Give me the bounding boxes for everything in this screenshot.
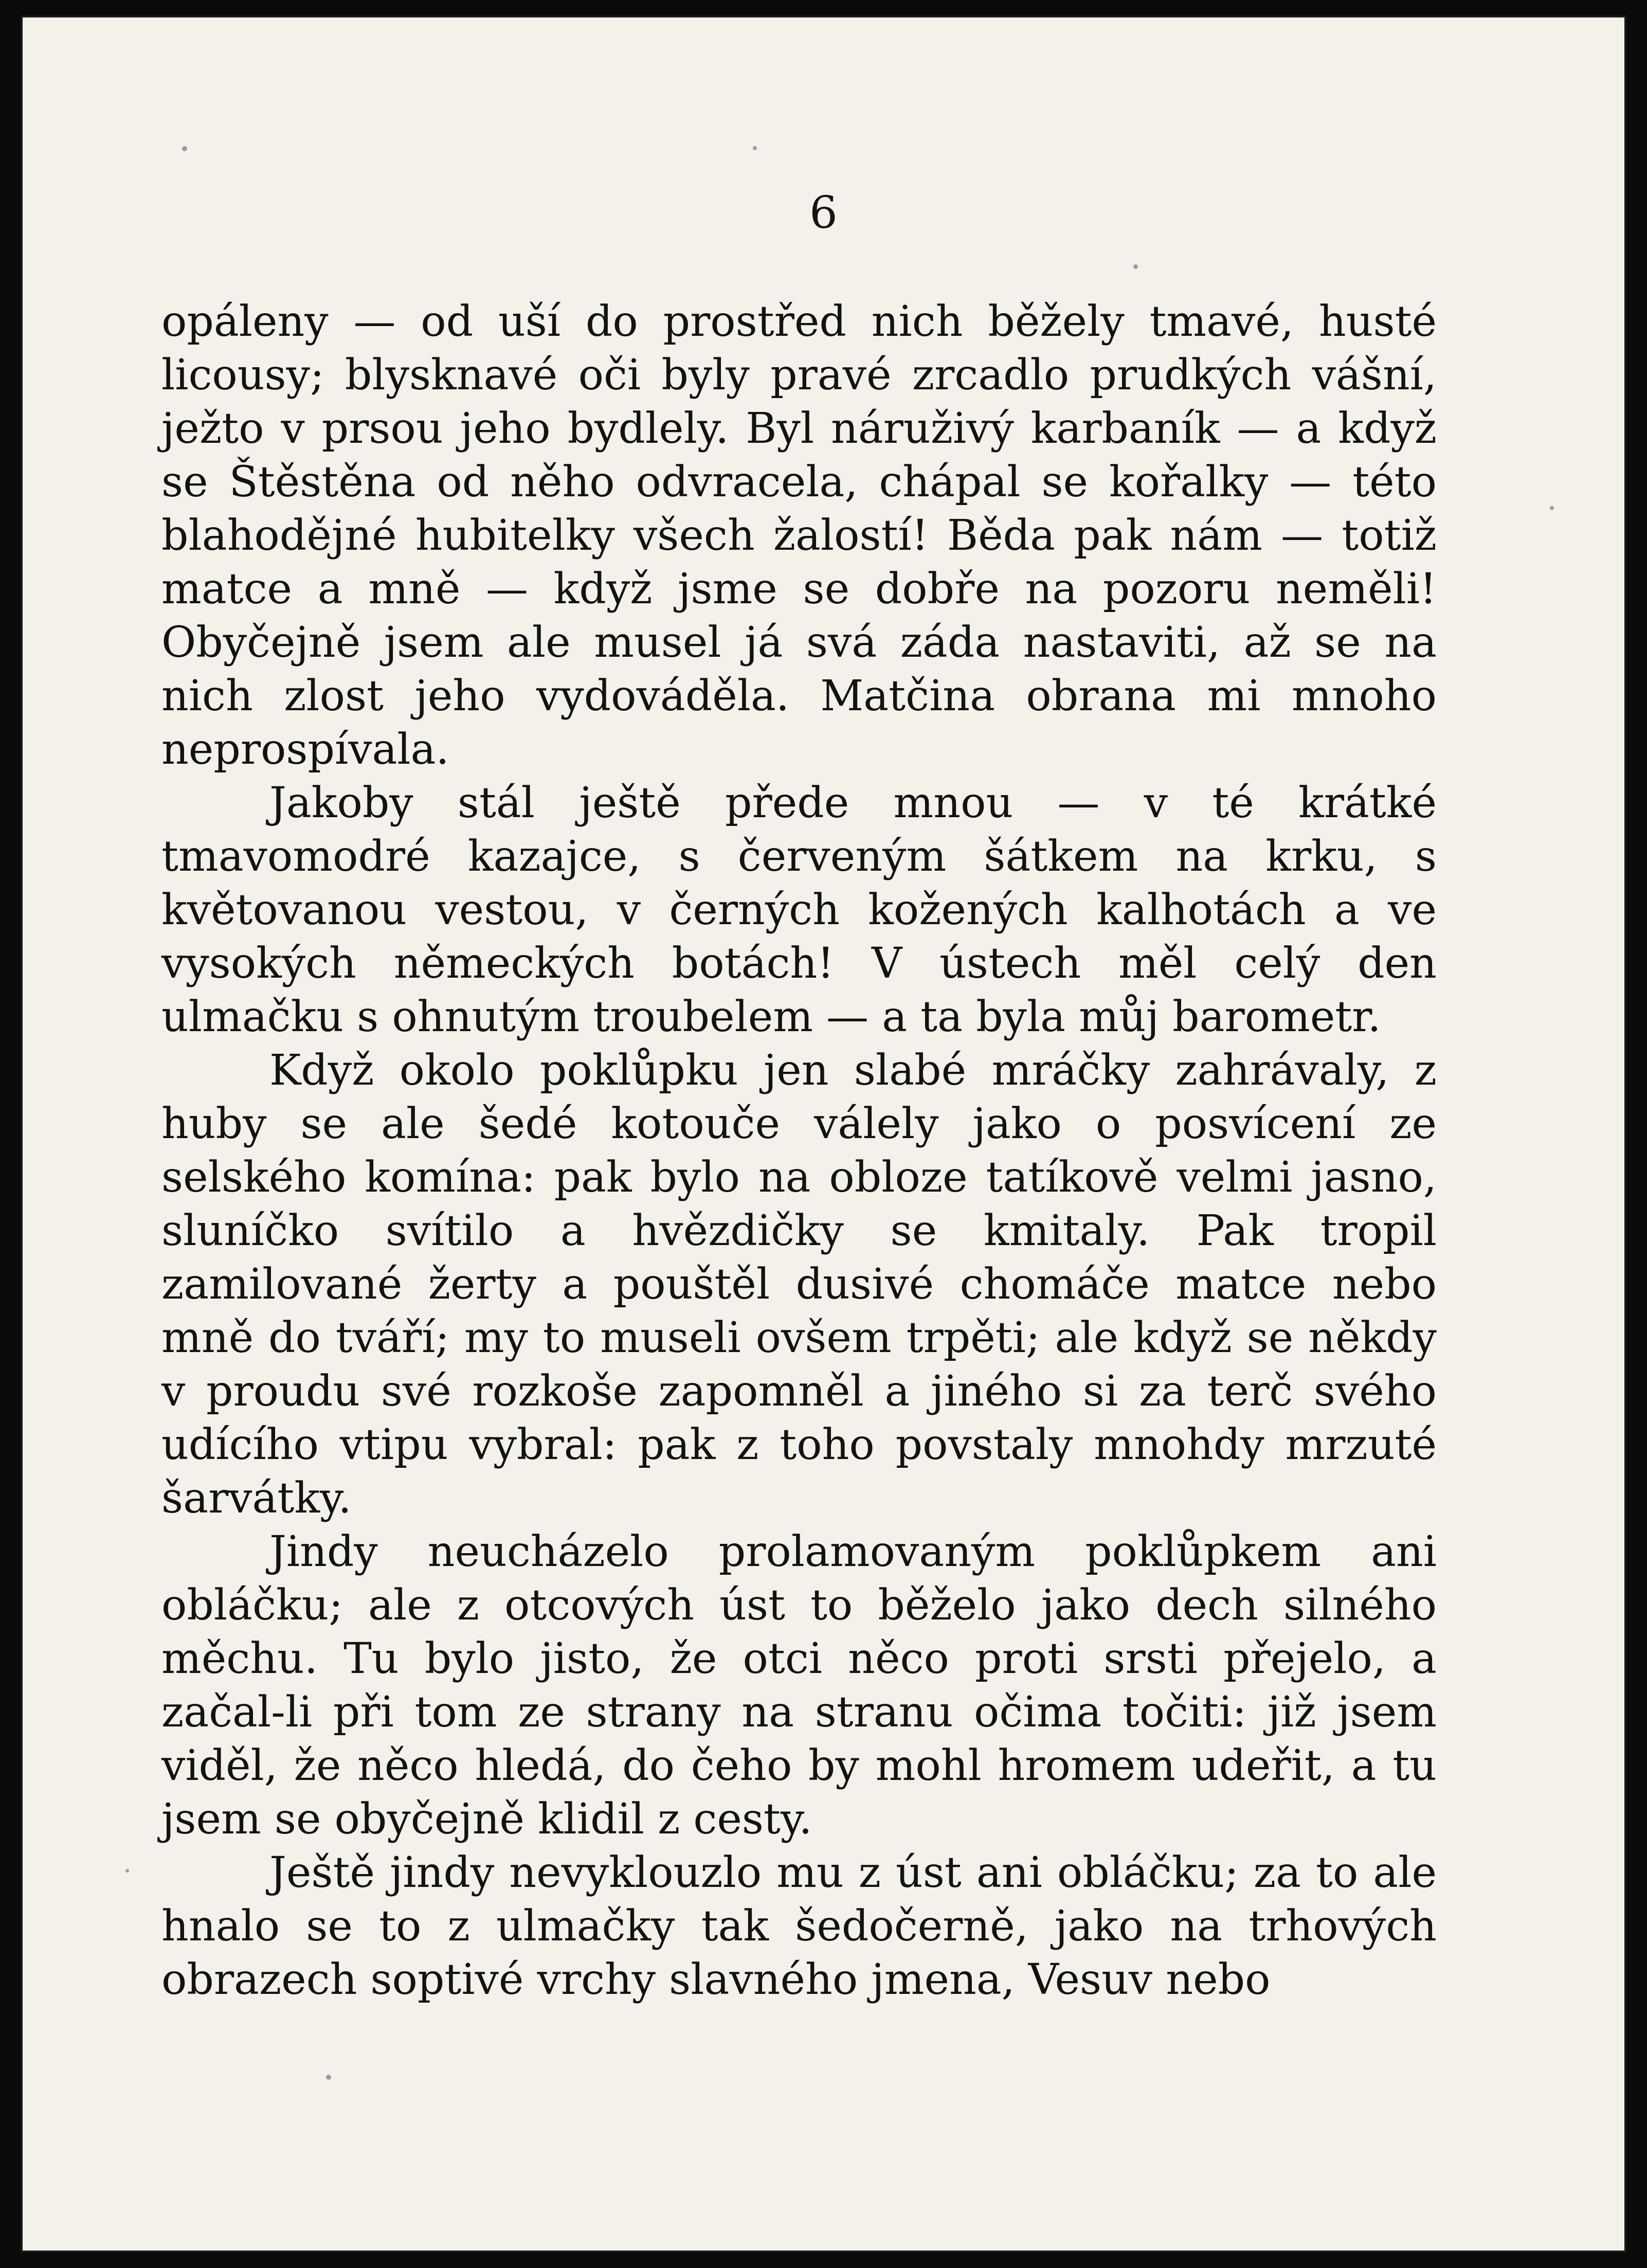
paper-speck <box>1550 506 1554 510</box>
paragraph: Když okolo poklůpku jen slabé mráčky zahrávaly, z huby se ale šedé kotouče válely jako o posvícení ze selského komína: pak bylo na obloze tatíkově velmi jasno, sluníčko svítilo a hvězdičky se kmitaly. Pak tropil zamilované žerty a pouštěl dusivé chomáče matce nebo mně do tváří; my to museli ovšem trpěti; ale když se někdy v proudu své rozkoše zapomněl a jiného si za terč svého udícího vtipu vybral: pak z toho povstaly mnohdy mrzuté šarvátky. <box>161 1046 1437 1523</box>
paragraph: opáleny — od uší do prostřed nich běžely tmavé, husté licousy; blysknavé oči byly pravé zrcadlo prudkých vášní, ježto v prsou jeho bydlely. Byl náruživý karbaník — a když se Štěstěna od něho odvracela, chápal se kořalky — této blahodějné hubitelky všech žalostí! Běda pak nám — totiž matce a mně — když jsme se dobře na pozoru neměli! Obyčejně jsem ale musel já svá záda nastaviti, až se na nich zlost jeho vydováděla. Matčina obrana mi mnoho neprospívala. <box>161 297 1437 774</box>
page-number: 6 <box>809 187 838 239</box>
book-page <box>21 15 1626 2253</box>
paper-speck <box>326 2075 331 2080</box>
paragraph: Ještě jindy nevyklouzlo mu z úst ani obláčku; za to ale hnalo se to z ulmačky tak šedočerně, jako na trhových obrazech soptivé vrchy slavného jmena, Vesuv nebo <box>161 1848 1437 2004</box>
paragraph: Jakoby stál ještě přede mnou — v té krátké tmavomodré kazajce, s červeným šátkem na krku, s květovanou vestou, v černých kožených kalhotách a ve vysokých německých botách! V ústech měl celý den ulmačku s ohnutým troubelem — a ta byla můj barometr. <box>161 779 1437 1041</box>
paper-speck <box>753 146 757 150</box>
body-text <box>161 295 1437 2007</box>
paper-speck <box>182 146 187 151</box>
paper-speck <box>1133 264 1138 269</box>
paragraph: Jindy neucházelo prolamovaným poklůpkem ani obláčku; ale z otcových úst to běželo jako dech silného měchu. Tu bylo jisto, že otci něco proti srsti přejelo, a začal-li při tom ze strany na stranu očima točiti: již jsem viděl, že něco hledá, do čeho by mohl hromem udeřit, a tu jsem se obyčejně klidil z cesty. <box>161 1527 1437 1844</box>
paper-speck <box>125 1869 129 1873</box>
